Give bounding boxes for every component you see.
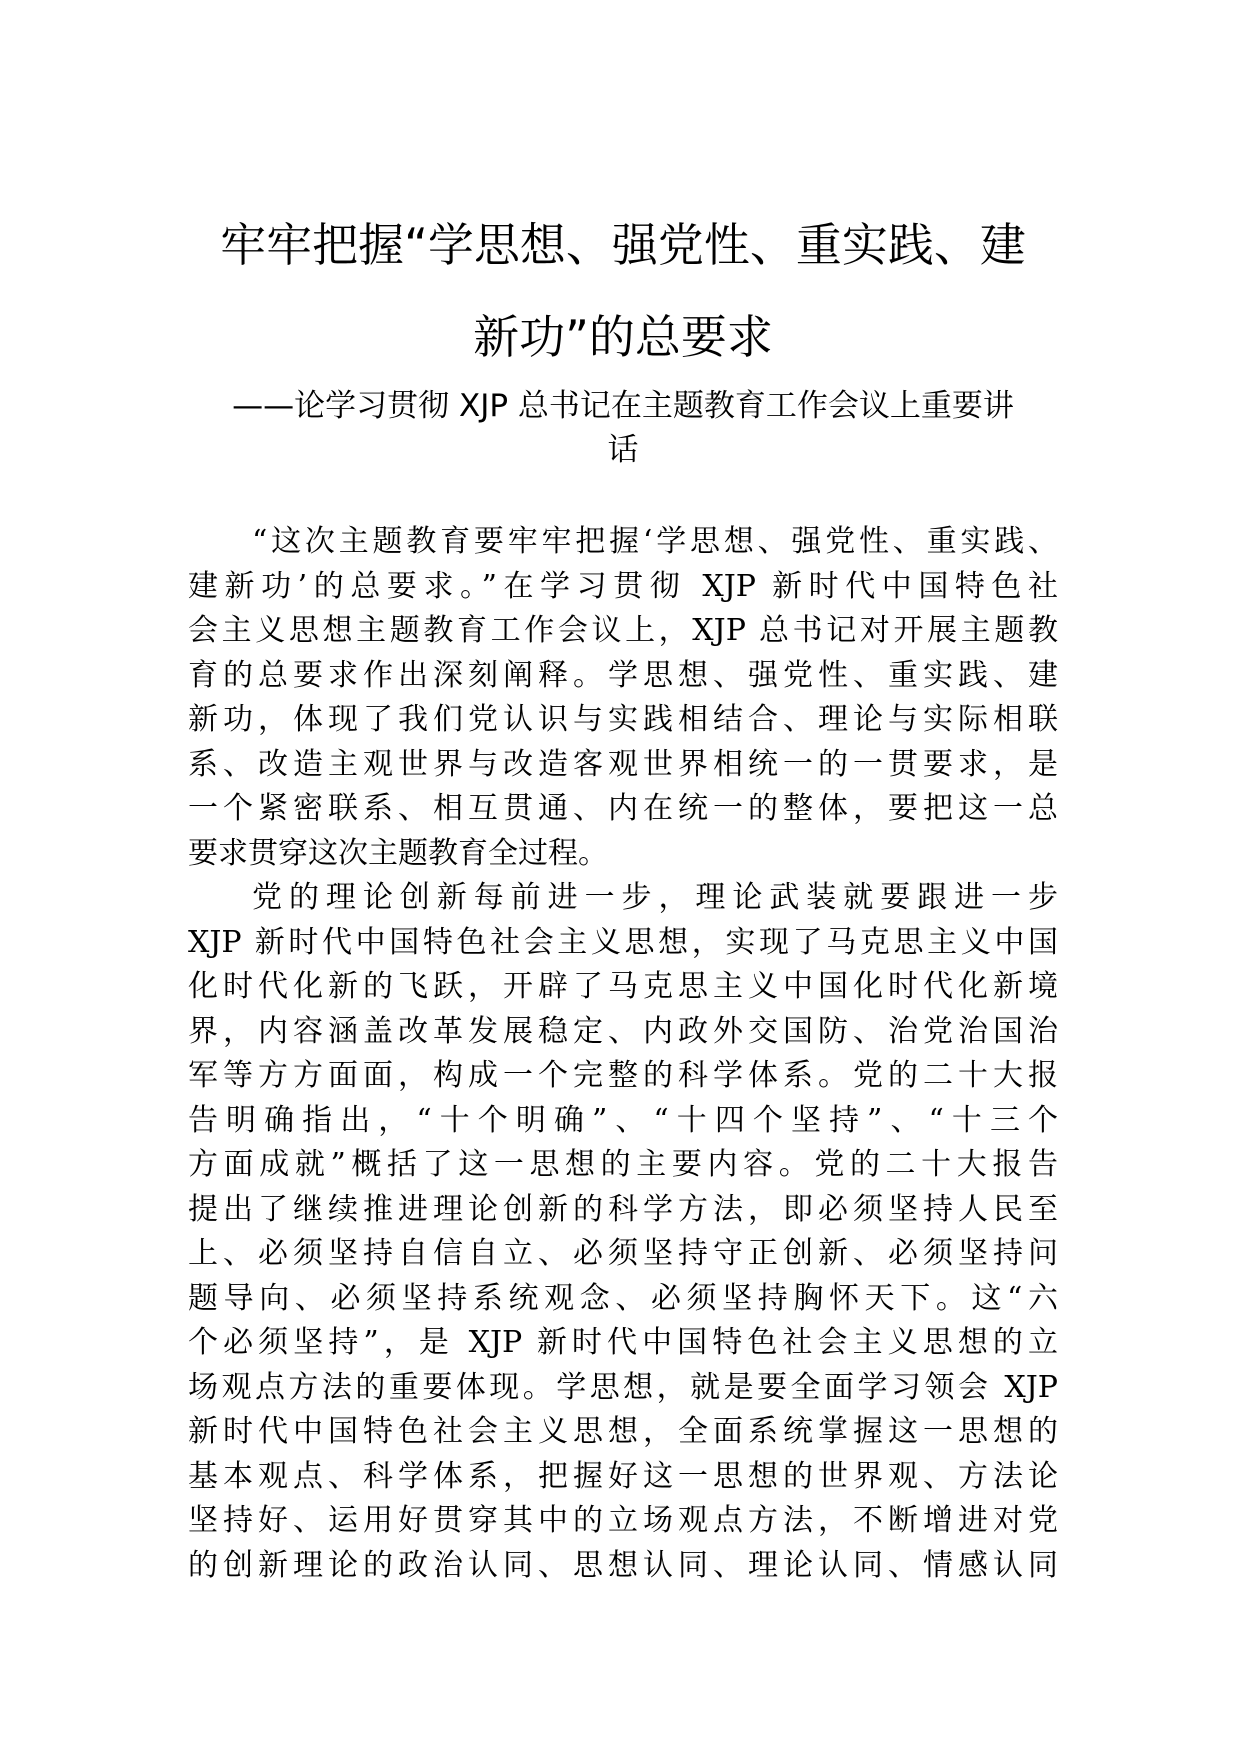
paragraph-line: 题导向、必须坚持系统观念、必须坚持胸怀天下。这“六 bbox=[188, 1280, 1058, 1316]
paragraph-line: 场观点方法的重要体现。学思想，就是要全面学习领会 XJP bbox=[188, 1369, 1058, 1405]
document-subtitle-line-1: ——论学习贯彻 XJP 总书记在主题教育工作会议上重要讲 bbox=[232, 388, 1014, 424]
document-subtitle-line-2: 话 bbox=[607, 432, 639, 468]
paragraph-line: 坚持好、运用好贯穿其中的立场观点方法，不断增进对党 bbox=[188, 1503, 1058, 1538]
document-title-line-1: 牢牢把握“学思想、强党性、重实践、建 bbox=[220, 218, 1026, 272]
paragraph-line: XJP 新时代中国特色社会主义思想，实现了马克思主义中国 bbox=[188, 924, 1058, 960]
paragraph-2 bbox=[188, 876, 1058, 1588]
paragraph-line: 的创新理论的政治认同、思想认同、理论认同、情感认同 bbox=[188, 1547, 1058, 1583]
paragraph-1 bbox=[188, 520, 1058, 876]
paragraph-line: 建新功’的总要求。”在学习贯彻 XJP 新时代中国特色社 bbox=[188, 568, 1058, 604]
paragraph-line: 新时代中国特色社会主义思想，全面系统掌握这一思想的 bbox=[188, 1414, 1058, 1449]
document-body bbox=[188, 520, 1058, 1588]
paragraph-line: 育的总要求作出深刻阐释。学思想、强党性、重实践、建 bbox=[188, 657, 1058, 693]
paragraph-line: 界，内容涵盖改革发展稳定、内政外交国防、治党治国治 bbox=[188, 1013, 1058, 1049]
paragraph-line: 提出了继续推进理论创新的科学方法，即必须坚持人民至 bbox=[188, 1191, 1058, 1227]
paragraph-line: 新功，体现了我们党认识与实践相结合、理论与实际相联 bbox=[188, 702, 1058, 737]
document-title-line-2: 新功”的总要求 bbox=[473, 310, 773, 364]
paragraph-line: 党的理论创新每前进一步，理论武装就要跟进一步 bbox=[252, 880, 1058, 915]
paragraph-line: 基本观点、科学体系，把握好这一思想的世界观、方法论 bbox=[188, 1458, 1058, 1494]
paragraph-line: 一个紧密联系、相互贯通、内在统一的整体，要把这一总 bbox=[188, 791, 1058, 826]
paragraph-line: “这次主题教育要牢牢把握‘学思想、强党性、重实践、 bbox=[252, 524, 1058, 559]
paragraph-line: 会主义思想主题教育工作会议上，XJP 总书记对开展主题教 bbox=[188, 613, 1058, 648]
paragraph-line: 要求贯穿这次主题教育全过程。 bbox=[188, 835, 608, 871]
paragraph-line: 系、改造主观世界与改造客观世界相统一的一贯要求，是 bbox=[188, 746, 1058, 782]
paragraph-line: 方面成就”概括了这一思想的主要内容。党的二十大报告 bbox=[188, 1147, 1058, 1182]
paragraph-line: 个必须坚持”，是 XJP 新时代中国特色社会主义思想的立 bbox=[188, 1325, 1058, 1360]
paragraph-line: 化时代化新的飞跃，开辟了马克思主义中国化时代化新境 bbox=[188, 969, 1058, 1004]
paragraph-line: 告明确指出，“十个明确”、“十四个坚持”、“十三个 bbox=[188, 1102, 1058, 1138]
paragraph-line: 上、必须坚持自信自立、必须坚持守正创新、必须坚持问 bbox=[188, 1236, 1058, 1271]
paragraph-line: 军等方方面面，构成一个完整的科学体系。党的二十大报 bbox=[188, 1058, 1058, 1093]
